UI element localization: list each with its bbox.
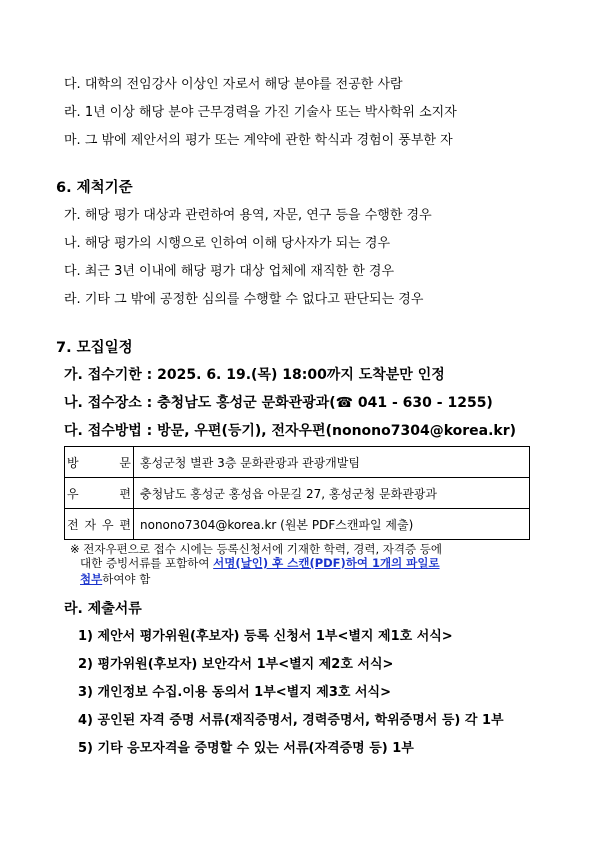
email-note-emphasis: 서명(날인) 후 스캔(PDF)하여 1개의 파일로 (213, 556, 440, 570)
table-key-cell (65, 478, 134, 509)
section-7-heading: 7. 모집일정 (56, 340, 133, 356)
email-note-emphasis: 첨부 (80, 572, 103, 586)
table-value-cell: nonono7304@korea.kr (원본 PDF스캔파일 제출) (134, 509, 530, 540)
submission-method-table (64, 446, 530, 540)
email-note-text: 하여야 함 (102, 572, 151, 586)
qualification-item: 라. 1년 이상 해당 분야 근무경력을 가진 기술사 또는 박사학위 소지자 (64, 105, 457, 120)
qualification-item: 마. 그 밖에 제안서의 평가 또는 계약에 관한 학식과 경험이 풍부한 자 (64, 133, 453, 148)
place-line: 나. 접수장소 : 충청남도 홍성군 문화관광과(☎ 041 - 630 - 1255) (64, 395, 493, 411)
table-key-char: 우 (67, 486, 79, 501)
table-row (65, 478, 530, 509)
exclusion-item: 다. 최근 3년 이내에 해당 평가 대상 업체에 재직한 한 경우 (64, 264, 395, 279)
document-item: 4) 공인된 자격 증명 서류(재직증명서, 경력증명서, 학위증명서 등) 각 1부 (78, 713, 504, 728)
table-row (65, 447, 530, 478)
email-note-text: 대한 증빙서류를 포함하여 (80, 556, 214, 570)
table-row (65, 509, 530, 540)
table-key-char: 문 (119, 455, 131, 470)
document-item: 2) 평가위원(후보자) 보안각서 1부<별지 제2호 서식> (78, 657, 394, 672)
qualification-item: 다. 대학의 전임강사 이상인 자로서 해당 분야를 전공한 사람 (64, 77, 403, 92)
deadline-line: 가. 접수기한 : 2025. 6. 19.(목) 18:00까지 도착분만 인정 (64, 367, 445, 383)
exclusion-item: 가. 해당 평가 대상과 관련하여 용역, 자문, 연구 등을 수행한 경우 (64, 208, 432, 223)
document-item: 3) 개인정보 수집.이용 동의서 1부<별지 제3호 서식> (78, 685, 392, 700)
email-note-line: ※ 전자우편으로 접수 시에는 등록신청서에 기재한 학력, 경력, 자격증 등에 (70, 542, 443, 556)
documents-heading: 라. 제출서류 (64, 601, 142, 617)
table-key-char: 우 (101, 517, 114, 532)
section-6-heading: 6. 제척기준 (56, 180, 133, 196)
exclusion-item: 나. 해당 평가의 시행으로 인하여 이해 당사자가 되는 경우 (64, 236, 391, 251)
table-key-char: 자 (84, 517, 97, 532)
table-value-cell: 홍성군청 별관 3층 문화관광과 관광개발팀 (134, 447, 530, 478)
exclusion-item: 라. 기타 그 밖에 공정한 심의를 수행할 수 없다고 판단되는 경우 (64, 292, 424, 307)
table-key-char: 편 (119, 517, 131, 532)
table-key-char: 편 (119, 486, 131, 501)
method-line: 다. 접수방법 : 방문, 우편(등기), 전자우편(nonono7304@korea.kr) (64, 423, 517, 439)
table-value-cell: 충청남도 홍성군 홍성읍 아문길 27, 홍성군청 문화관광과 (134, 478, 530, 509)
table-key-char: 전 (67, 517, 79, 532)
document-item: 5) 기타 응모자격을 증명할 수 있는 서류(자격증명 등) 1부 (78, 741, 414, 756)
table-key-cell (65, 509, 134, 540)
document-item: 1) 제안서 평가위원(후보자) 등록 신청서 1부<별지 제1호 서식> (78, 629, 453, 644)
table-key-char: 방 (67, 455, 79, 470)
table-key-cell (65, 447, 134, 478)
email-note-line (80, 557, 440, 570)
email-note-line (80, 573, 150, 586)
